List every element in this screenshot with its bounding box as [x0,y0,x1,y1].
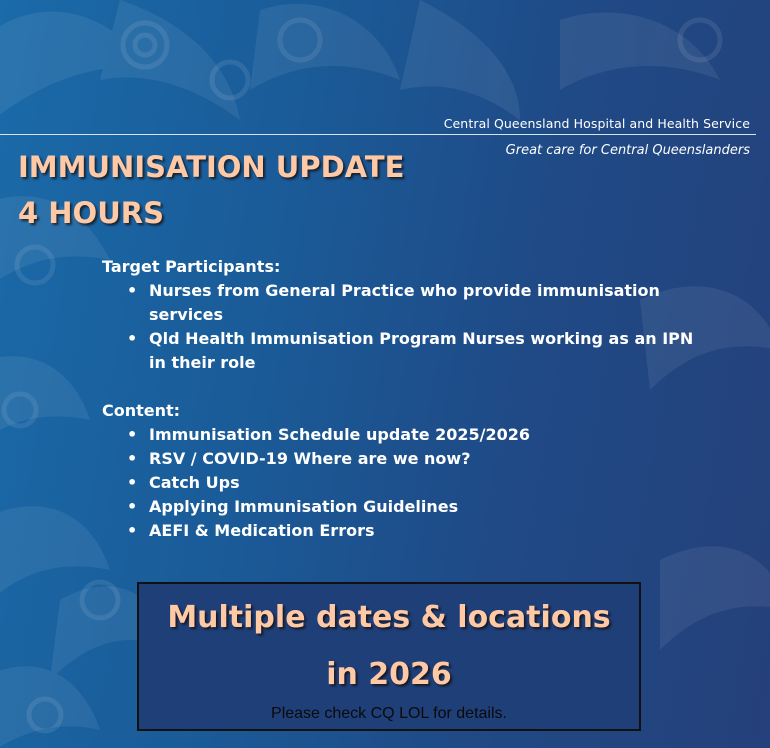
organisation-name: Central Queensland Hospital and Health Service [443,116,750,131]
target-participants-list [102,279,722,375]
leaf-shape [100,0,240,120]
list-item: • Catch Ups [102,471,709,495]
list-item: • Immunisation Schedule update 2025/2026 [102,423,709,447]
leaf-shape [0,356,90,460]
dates-callout-box [137,582,641,731]
list-item: • Qld Health Immunisation Program Nurses working as an IPN in their role [102,327,709,375]
list-item: • Applying Immunisation Guidelines [102,495,709,519]
title-line-1: IMMUNISATION UPDATE [18,150,405,184]
leaf-shape [400,0,520,120]
title-line-2: 4 HOURS [18,196,164,230]
callout-heading [139,584,639,703]
callout-line-1: Multiple dates & locations [167,600,611,635]
header-divider [0,134,756,135]
leaf-shape [0,666,100,748]
list-item: • RSV / COVID-19 Where are we now? [102,447,709,471]
list-item: • AEFI & Medication Errors [102,519,709,543]
content-heading: Content: [102,401,181,420]
callout-line-2: in 2026 [326,657,452,692]
target-participants-heading: Target Participants: [102,257,281,276]
course-details [102,255,722,543]
leaf-shape [250,4,400,90]
leaf-shape [660,546,770,650]
page-title [18,144,404,236]
list-item: • Nurses from General Practice who provide immunisation services [102,279,709,327]
tagline: Great care for Central Queenslanders [505,143,750,158]
callout-note: Please check CQ LOL for details. [271,705,507,722]
content-list [102,423,722,543]
leaf-shape [560,13,720,91]
